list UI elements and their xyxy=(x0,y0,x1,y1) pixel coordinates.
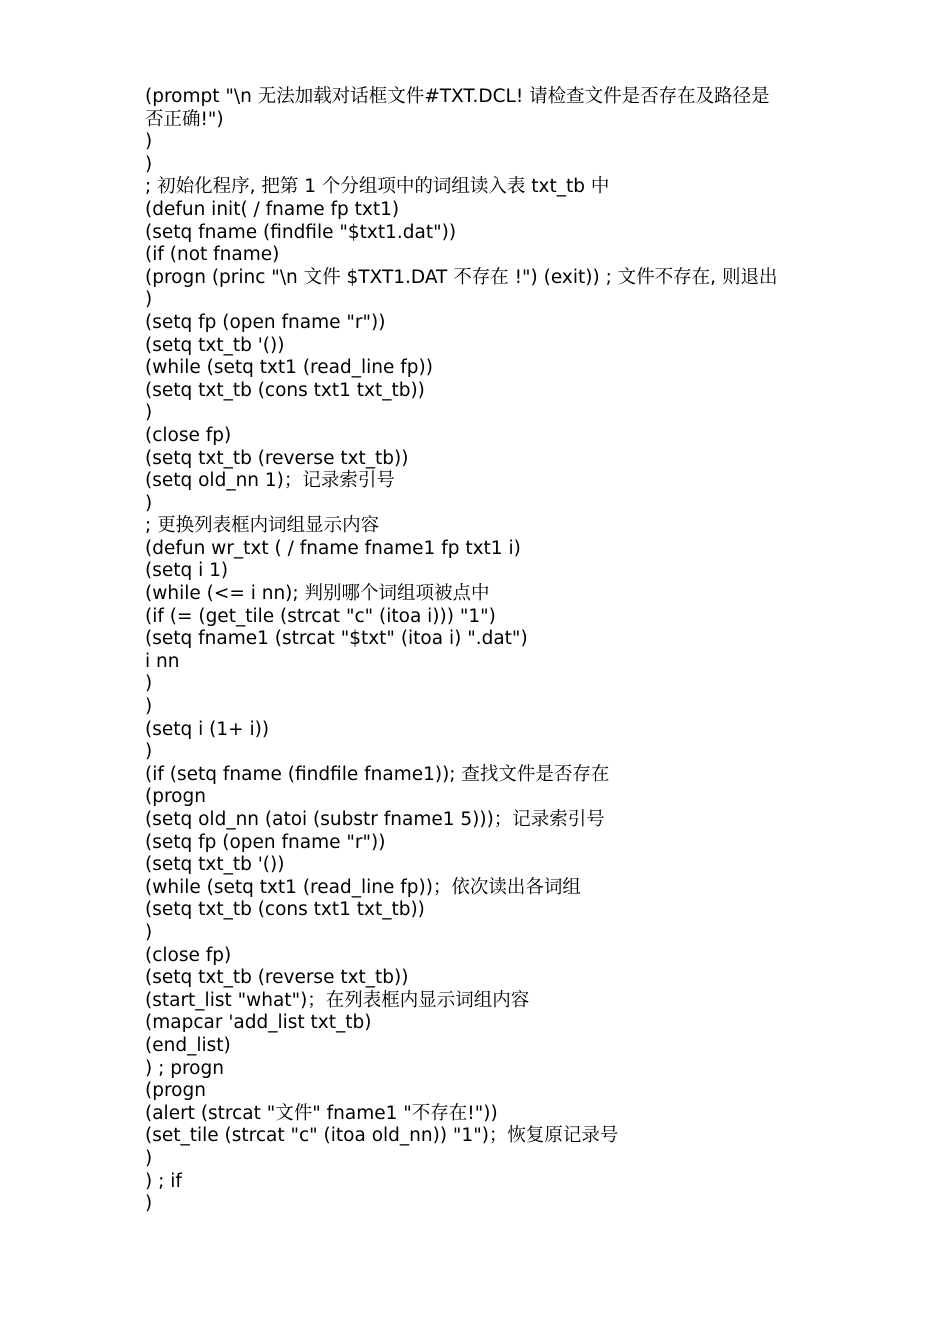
code-line-36: (while (setq txt1 (read_line fp))；依次读出各词组 xyxy=(145,876,581,898)
code-line-35: (setq txt_tb '()) xyxy=(145,854,285,876)
code-line-27: ) xyxy=(145,673,153,695)
code-line-39: (close fp) xyxy=(145,944,232,966)
code-line-46: (alert (strcat "文件" fname1 "不存在!")) xyxy=(145,1102,498,1124)
code-line-14: (setq txt_tb (cons txt1 txt_tb)) xyxy=(145,379,425,401)
code-line-10: ) xyxy=(145,289,153,311)
code-line-41: (start_list "what")；在列表框内显示词组内容 xyxy=(145,989,530,1011)
code-line-28: ) xyxy=(145,696,153,718)
code-line-1: (prompt "\n 无法加载对话框文件#TXT.DCL! 请检查文件是否存在及路径是 xyxy=(145,86,770,107)
code-line-3: ) xyxy=(145,131,153,153)
code-line-8: (if (not fname) xyxy=(145,244,280,266)
code-line-17: (setq txt_tb (reverse txt_tb)) xyxy=(145,447,409,469)
code-line-24: (if (= (get_tile (strcat "c" (itoa i))) "1") xyxy=(145,605,496,627)
code-line-38: ) xyxy=(145,921,153,943)
code-line-32: (progn xyxy=(145,786,206,808)
code-line-13: (while (setq txt1 (read_line fp)) xyxy=(145,357,433,379)
code-line-29: (setq i (1+ i)) xyxy=(145,718,270,740)
code-line-20: ; 更换列表框内词组显示内容 xyxy=(145,515,380,537)
code-line-26: i nn xyxy=(145,650,180,672)
code-line-42: (mapcar 'add_list txt_tb) xyxy=(145,1012,372,1034)
code-line-4: ) xyxy=(145,153,153,175)
code-line-40: (setq txt_tb (reverse txt_tb)) xyxy=(145,967,409,989)
code-line-21: (defun wr_txt ( / fname fname1 fp txt1 i) xyxy=(145,537,521,559)
code-line-34: (setq fp (open fname "r")) xyxy=(145,831,386,853)
code-line-25: (setq fname1 (strcat "$txt" (itoa i) ".dat") xyxy=(145,628,528,650)
code-line-30: ) xyxy=(145,741,153,763)
code-line-37: (setq txt_tb (cons txt1 txt_tb)) xyxy=(145,899,425,921)
code-line-2: 否正确!") xyxy=(145,108,224,130)
code-line-5: ; 初始化程序, 把第 1 个分组项中的词组读入表 txt_tb 中 xyxy=(145,176,610,198)
code-line-6: (defun init( / fname fp txt1) xyxy=(145,198,400,220)
code-line-31: (if (setq fname (findfile fname1)); 查找文件是否存在 xyxy=(145,763,610,785)
code-line-15: ) xyxy=(145,402,153,424)
code-line-43: (end_list) xyxy=(145,1034,231,1056)
code-line-22: (setq i 1) xyxy=(145,560,229,582)
code-line-16: (close fp) xyxy=(145,424,232,446)
code-line-19: ) xyxy=(145,492,153,514)
code-line-18: (setq old_nn 1)；记录索引号 xyxy=(145,470,395,492)
code-line-23: (while (<= i nn); 判别哪个词组项被点中 xyxy=(145,583,490,605)
code-line-47: (set_tile (strcat "c" (itoa old_nn)) "1")；恢复原记录号 xyxy=(145,1125,619,1147)
code-line-45: (progn xyxy=(145,1080,206,1102)
code-line-33: (setq old_nn (atoi (substr fname1 5)))；记录索引号 xyxy=(145,809,605,830)
code-line-9: (progn (princ "\n 文件 $TXT1.DAT 不存在 !") (exit)) ; 文件不存在, 则退出 xyxy=(145,266,778,288)
code-line-49: ) ; if xyxy=(145,1170,182,1192)
code-line-11: (setq fp (open fname "r")) xyxy=(145,311,386,333)
code-line-12: (setq txt_tb '()) xyxy=(145,334,285,356)
code-line-7: (setq fname (findfile "$txt1.dat")) xyxy=(145,221,457,243)
code-line-44: ) ; progn xyxy=(145,1057,224,1079)
code-line-48: ) xyxy=(145,1147,153,1169)
code-listing xyxy=(145,86,825,1216)
code-line-50: ) xyxy=(145,1193,153,1215)
